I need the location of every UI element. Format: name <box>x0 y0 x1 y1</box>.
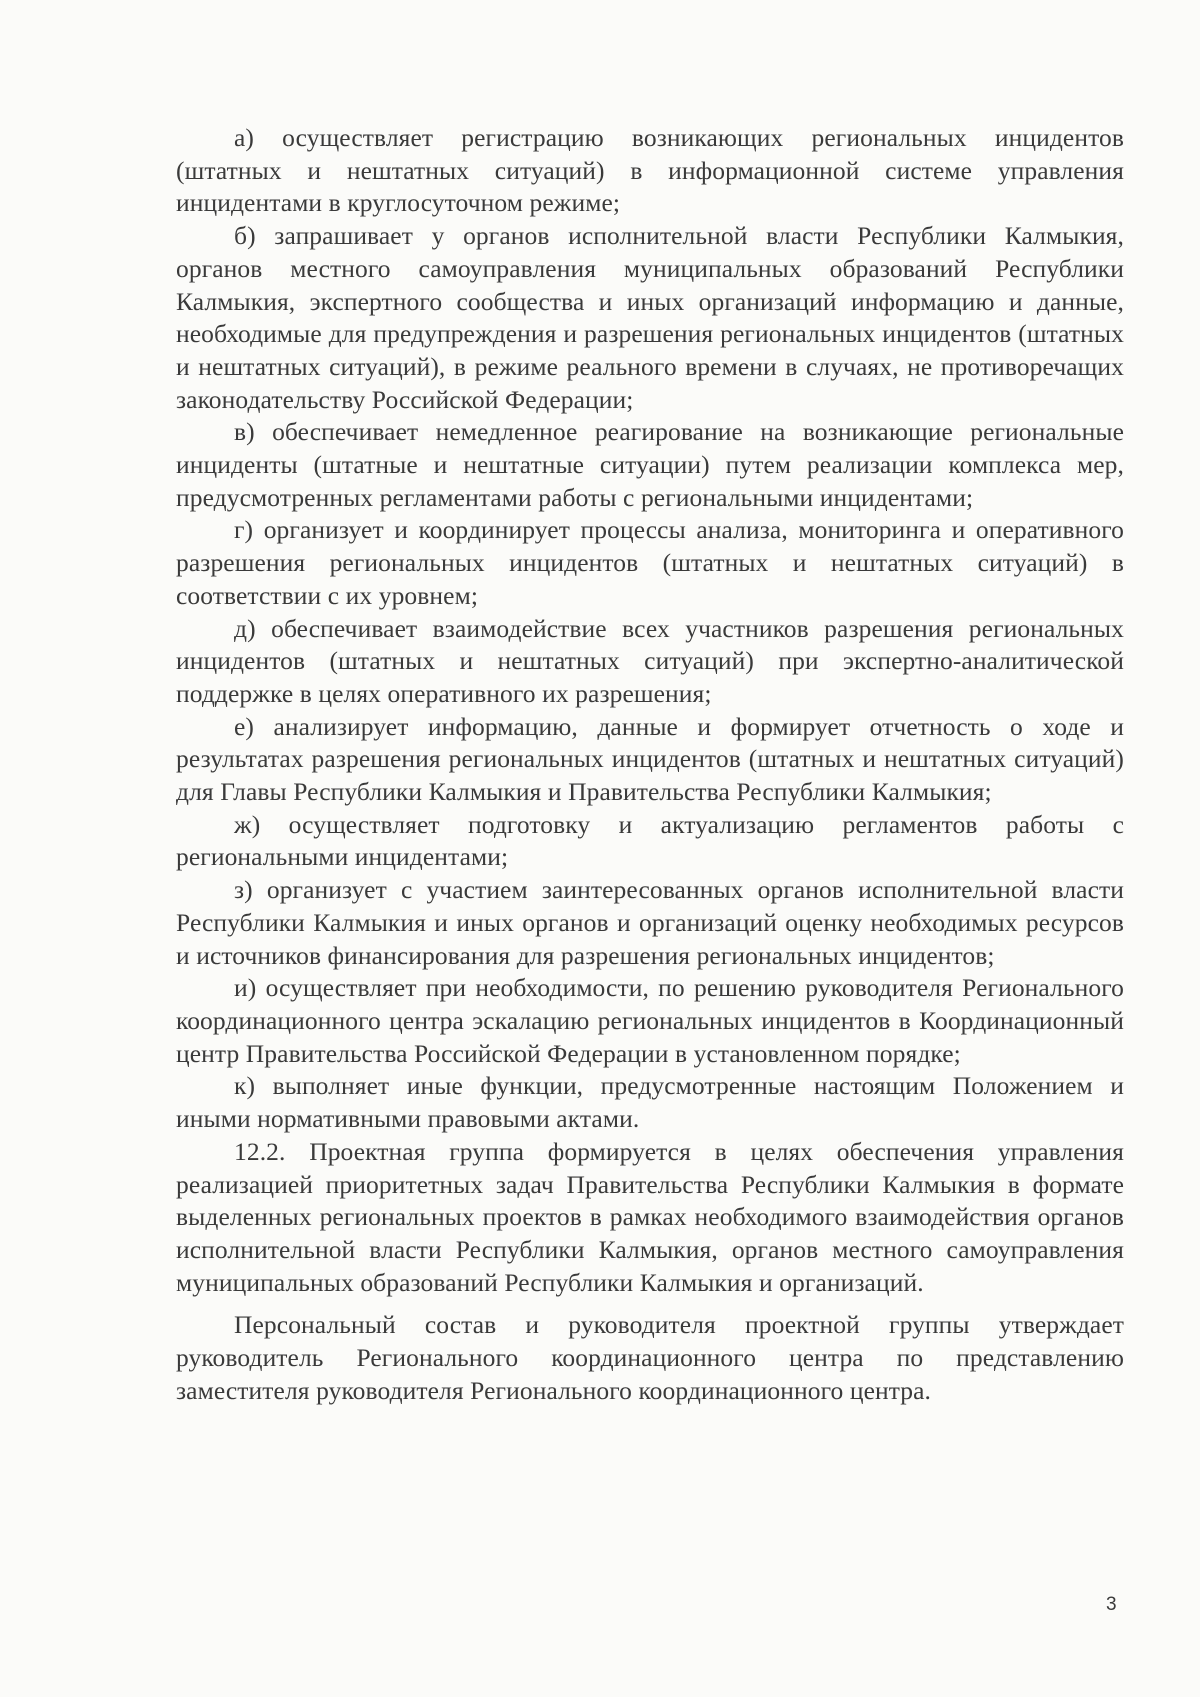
document-body <box>176 122 1124 1407</box>
paragraph-item-e: е) анализирует информацию, данные и формирует отчетность о ходе и результатах разрешения региональных инцидентов (штатных и нештатных ситуаций) для Главы Республики Калмыкия и Правительства Республики Калмыкия; <box>176 711 1124 807</box>
paragraph-item-b: б) запрашивает у органов исполнительной власти Республики Калмыкия, органов местного самоуправления муниципальных образований Республики Калмыкия, экспертного сообщества и иных организаций информацию и данные, необходимые для предупреждения и разрешения региональных инцидентов (штатных и нештатных ситуаций), в режиме реального времени в случаях, не противоречащих законодательству Российской Федерации; <box>176 221 1124 414</box>
paragraph-section-12-2: 12.2. Проектная группа формируется в целях обеспечения управления реализацией приоритетных задач Правительства Республики Калмыкия в формате выделенных региональных проектов в рамках необходимого взаимодействия органов исполнительной власти Республики Калмыкия, органов местного самоуправления муниципальных образований Республики Калмыкия и организаций. <box>176 1136 1124 1297</box>
paragraph-item-z: з) организует с участием заинтересованных органов исполнительной власти Республики Калмыкия и иных органов и организаций оценку необходимых ресурсов и источников финансирования для разрешения региональных инцидентов; <box>176 875 1124 970</box>
paragraph-item-i: и) осуществляет при необходимости, по решению руководителя Регионального координационного центра эскалацию региональных инцидентов в Координационный центр Правительства Российской Федерации в установленном порядке; <box>176 973 1124 1068</box>
paragraph-item-zh: ж) осуществляет подготовку и актуализацию регламентов работы с региональными инцидентами; <box>176 809 1124 872</box>
paragraph-item-a: а) осуществляет регистрацию возникающих региональных инцидентов (штатных и нештатных ситуаций) в информационной системе управления инцидентами в круглосуточном режиме; <box>176 123 1124 218</box>
paragraph-item-g: г) организует и координирует процессы анализа, мониторинга и оперативного разрешения региональных инцидентов (штатных и нештатных ситуаций) в соответствии с их уровнем; <box>176 515 1124 610</box>
paragraph-item-k: к) выполняет иные функции, предусмотренные настоящим Положением и иными нормативными правовыми актами. <box>176 1071 1124 1134</box>
paragraph-project-group-composition: Персональный состав и руководителя проектной группы утверждает руководитель Регионального координационного центра по представлению заместителя руководителя Регионального координационного центра. <box>176 1310 1124 1405</box>
page-number: 3 <box>1106 1594 1117 1615</box>
paragraph-item-d: д) обеспечивает взаимодействие всех участников разрешения региональных инцидентов (штатных и нештатных ситуаций) при экспертно-аналитической поддержке в целях оперативного их разрешения; <box>176 613 1124 708</box>
paragraph-item-v: в) обеспечивает немедленное реагирование на возникающие региональные инциденты (штатные и нештатные ситуации) путем реализации комплекса мер, предусмотренных регламентами работы с региональными инцидентами; <box>176 417 1124 512</box>
